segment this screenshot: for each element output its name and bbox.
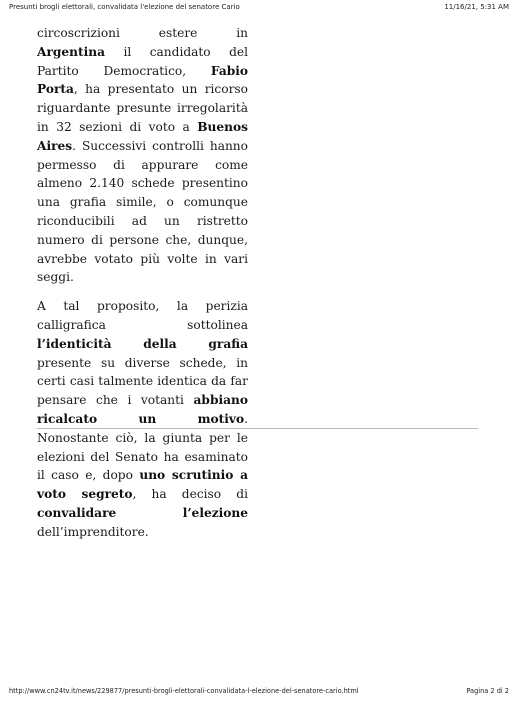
bold-segment-identicita: l’identicità della grafia bbox=[37, 336, 248, 351]
text-segment: il candidato del Partito Democratico, bbox=[37, 44, 248, 78]
print-header bbox=[9, 3, 509, 15]
article-paragraph-2 bbox=[37, 297, 248, 541]
bold-segment-argentina: Argentina bbox=[37, 44, 106, 59]
bold-segment-convalidare: convalidare l’elezione bbox=[37, 505, 248, 520]
text-segment: circoscrizioni estere in bbox=[37, 26, 248, 40]
page-url: http://www.cn24tv.it/news/229877/presunti-brogli-elettorali-convalidata-l-elezione-del-senatore-cario.html bbox=[9, 687, 359, 695]
text-segment: A tal proposito, la perizia calligrafica sottolinea bbox=[37, 299, 248, 332]
text-segment: . Nonostante ciò, la giunta per le elezioni del Senato ha esaminato il caso e, dopo bbox=[37, 411, 248, 483]
page-title: Presunti brogli elettorali, convalidata l'elezione del senatore Cario bbox=[9, 3, 240, 11]
content-divider bbox=[37, 428, 478, 429]
text-segment: . Successivi controlli hanno permesso di appurare come almeno 2.140 schede presentino una grafia simile, o comunque riconducibili ad un ristretto numero di persone che, dunque, avrebbe votato più volte in vari seggi. bbox=[37, 138, 248, 285]
article-paragraph-1 bbox=[37, 24, 248, 287]
text-segment: dell’imprenditore. bbox=[37, 524, 149, 539]
print-footer bbox=[9, 687, 509, 697]
page-number: Pagina 2 di 2 bbox=[466, 687, 509, 695]
print-datetime: 11/16/21, 5:31 AM bbox=[444, 3, 509, 11]
bold-segment-buenos-aires: Buenos Aires bbox=[37, 119, 248, 153]
text-segment: , ha deciso di bbox=[132, 487, 248, 502]
bold-segment-ricalcato: abbiano ricalcato un motivo bbox=[37, 393, 248, 426]
bold-segment-scrutinio: uno scrutinio a voto segreto bbox=[37, 468, 248, 502]
article-body bbox=[37, 24, 248, 542]
text-segment: , ha presentato un ricorso riguardante presunte irregolarità in 32 sezioni di voto a bbox=[37, 82, 248, 134]
bold-segment-fabio-porta: Fabio Porta bbox=[37, 63, 248, 97]
text-segment: presente su diverse schede, in certi casi talmente identica da far pensare che i votanti bbox=[37, 355, 248, 408]
